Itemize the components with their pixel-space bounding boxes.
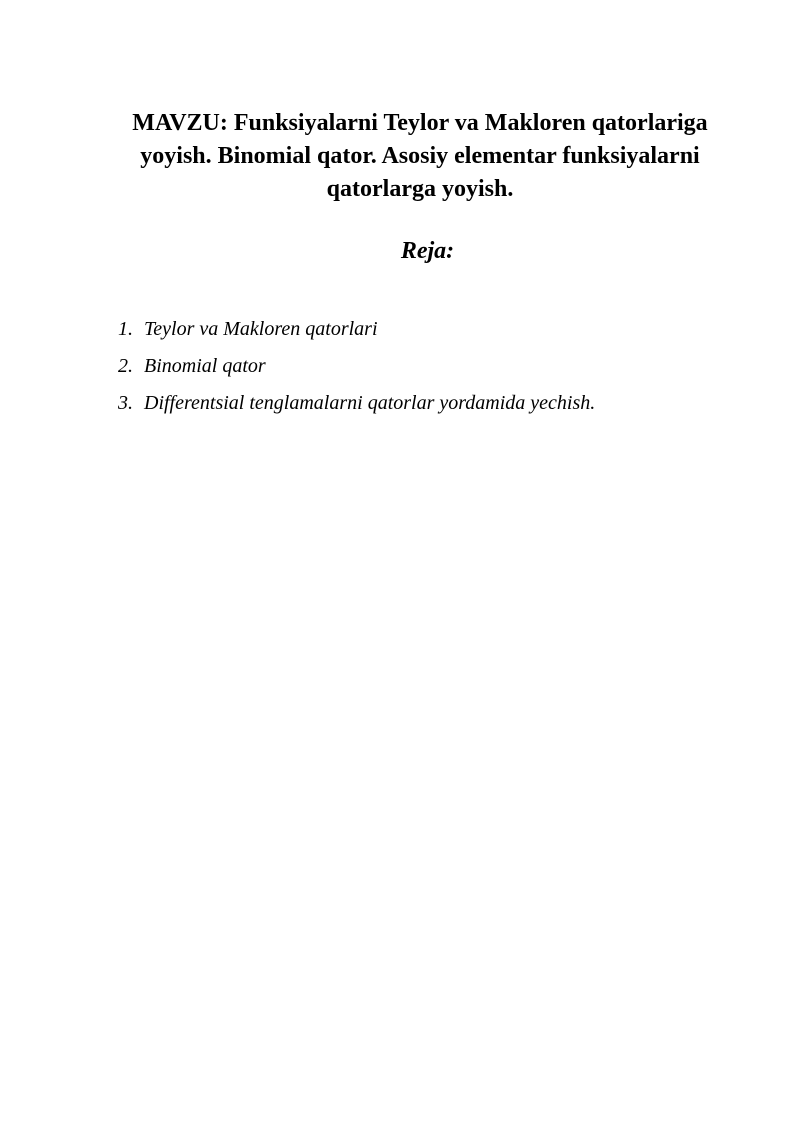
plan-heading: Reja: [400,238,455,264]
plan-item-text: Binomial qator [144,355,266,377]
plan-item-number: 3. [118,392,133,414]
plan-item-text: Differentsial tenglamalarni qatorlar yordamida yechish. [144,392,596,414]
title-line: MAVZU: Funksiyalarni Teylor va Makloren qatorlariga [132,110,708,136]
plan-item-number: 1. [118,318,133,340]
plan-item [118,348,595,385]
document-title [100,107,740,206]
plan-item-number: 2. [118,355,133,377]
title-line: yoyish. Binomial qator. Asosiy elementar funksiyalarni [140,143,700,169]
title-line: qatorlarga yoyish. [326,176,514,202]
plan-item [118,385,595,422]
plan-item [118,311,595,348]
plan-list [118,311,595,422]
plan-item-text: Teylor va Makloren qatorlari [144,318,378,340]
